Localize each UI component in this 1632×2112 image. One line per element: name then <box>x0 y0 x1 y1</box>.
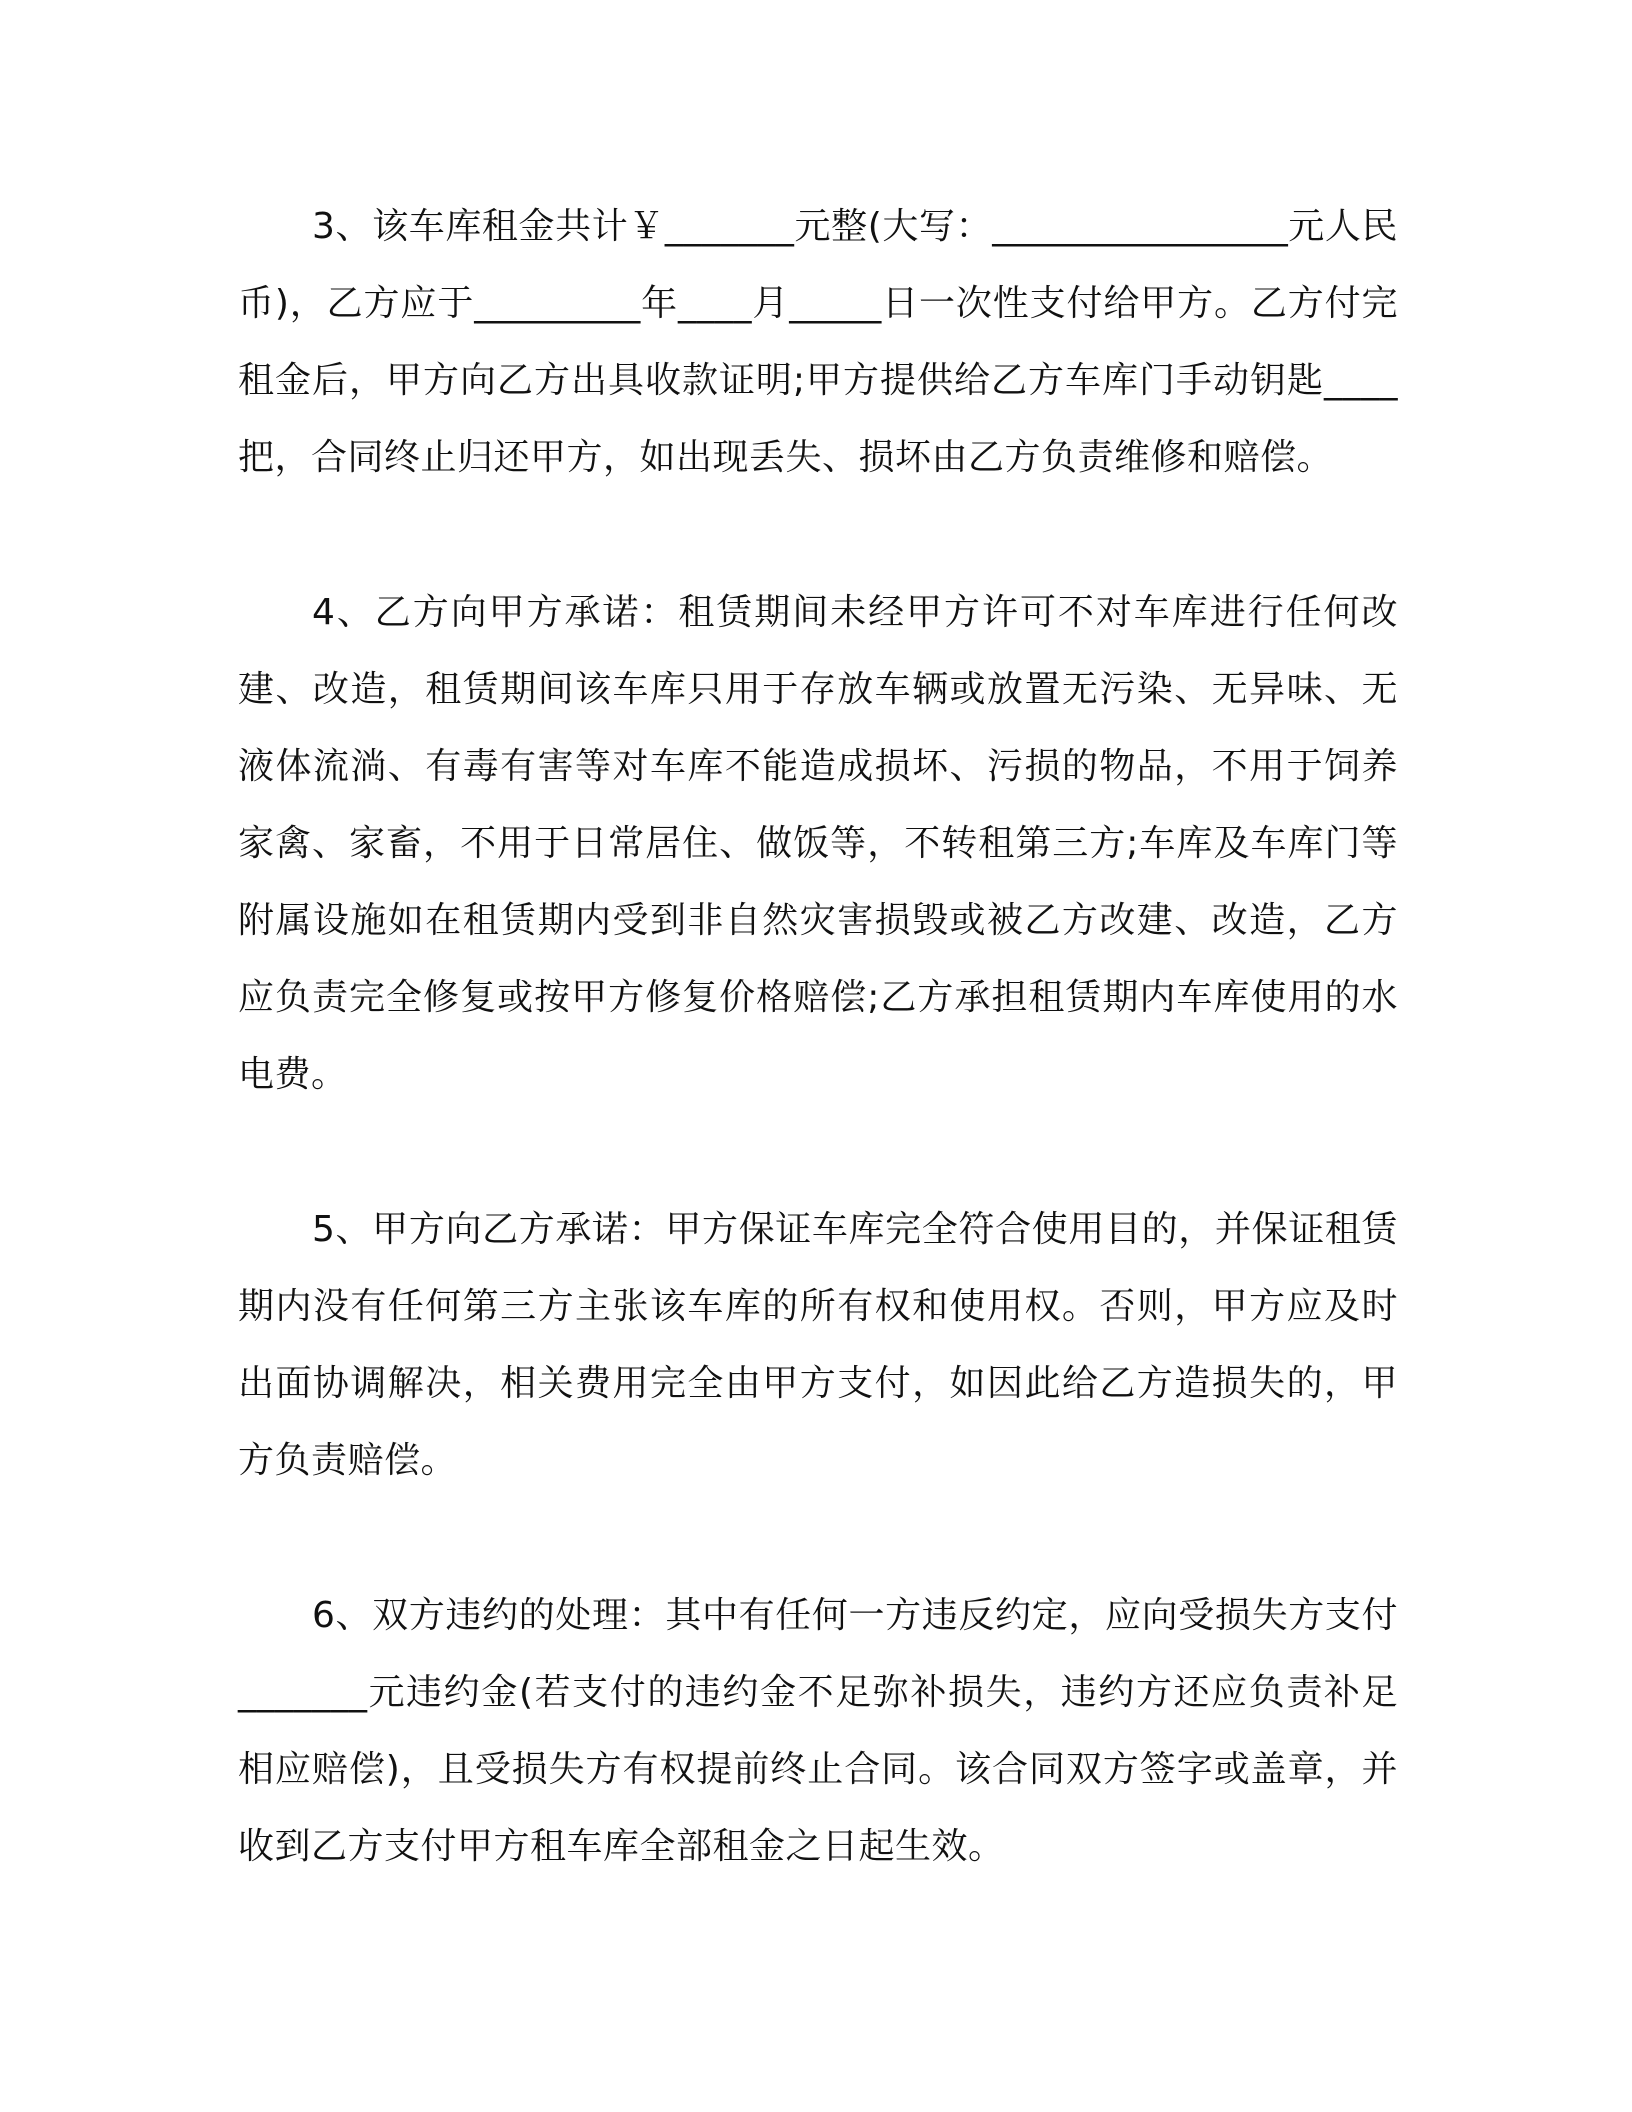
clause-4-paragraph: 4、乙方向甲方承诺：租赁期间未经甲方许可不对车库进行任何改建、改造，租赁期间该车库只用于存放车辆或放置无污染、无异味、无液体流淌、有毒有害等对车库不能造成损坏、污损的物品，不用于饲养家禽、家畜，不用于日常居住、做饭等，不转租第三方;车库及车库门等附属设施如在租赁期内受到非自然灾害损毁或被乙方改建、改造，乙方应负责完全修复或按甲方修复价格赔偿;乙方承担租赁期内车库使用的水电费。 <box>238 592 1398 1095</box>
clause-5-paragraph: 5、甲方向乙方承诺：甲方保证车库完全符合使用目的，并保证租赁期内没有任何第三方主张该车库的所有权和使用权。否则，甲方应及时出面协调解决，相关费用完全由甲方支付，如因此给乙方造损失的，甲方负责赔偿。 <box>238 1209 1398 1481</box>
clause-6-paragraph: 6、双方违约的处理：其中有任何一方违反约定，应向受损失方支付_______元违约金(若支付的违约金不足弥补损失，违约方还应负责补足相应赔偿)，且受损失方有权提前终止合同。该合同双方签字或盖章，并收到乙方支付甲方租车库全部租金之日起生效。 <box>238 1595 1398 1867</box>
clause-3-paragraph: 3、该车库租金共计￥_______元整(大写：________________元人民币)，乙方应于_________年____月_____日一次性支付给甲方。乙方付完租金后，甲方向乙方出具收款证明;甲方提供给乙方车库门手动钥匙____把，合同终止归还甲方，如出现丢失、损坏由乙方负责维修和赔偿。 <box>238 206 1398 478</box>
document-body <box>238 188 1398 1885</box>
